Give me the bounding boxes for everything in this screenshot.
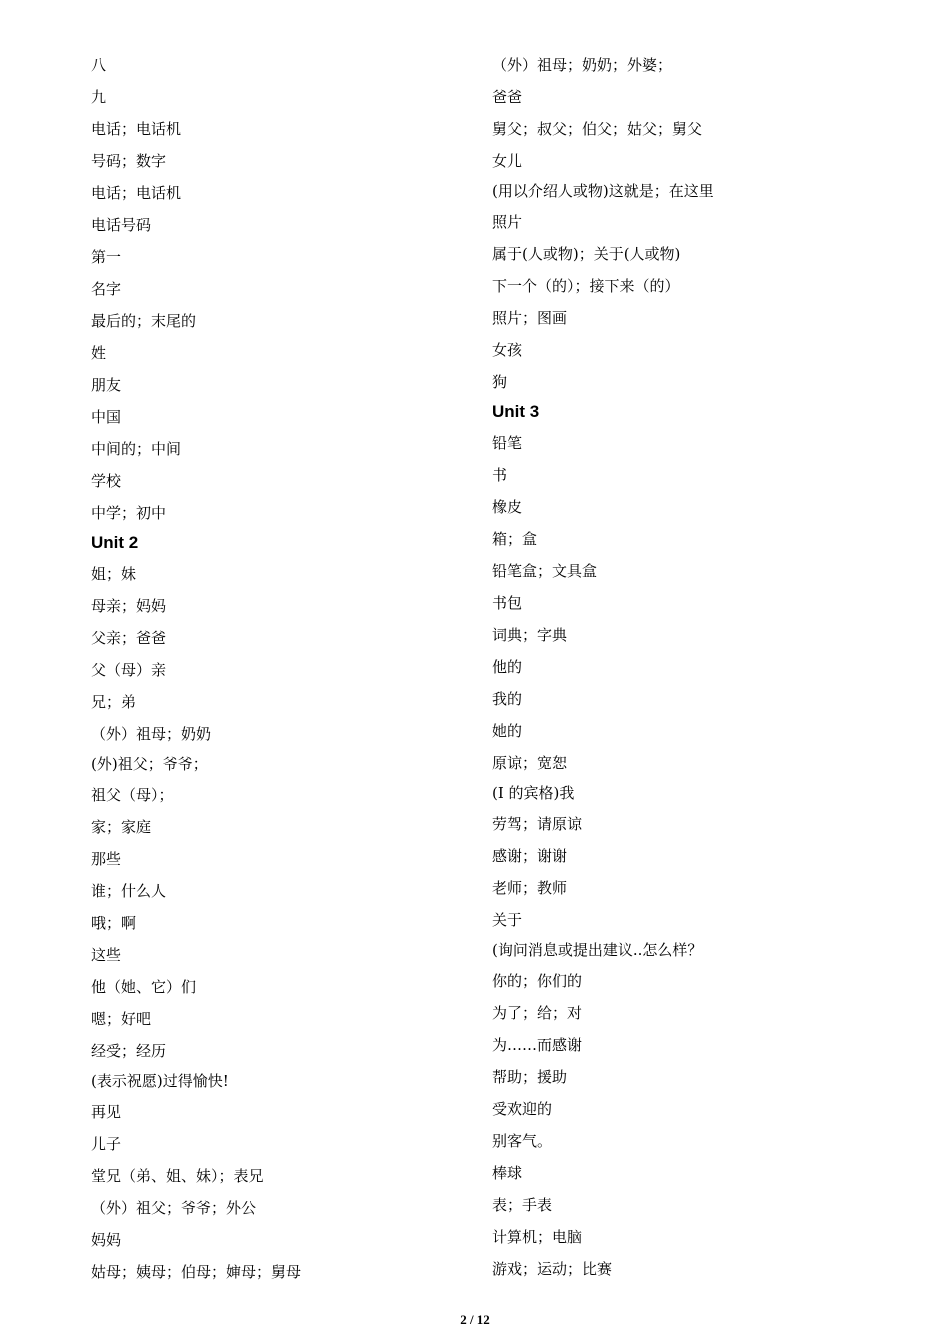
vocab-entry: 帮助；援助 [492, 1068, 568, 1086]
vocab-entry: 朋友 [91, 376, 122, 394]
vocab-entry: 儿子 [91, 1135, 122, 1153]
vocab-entry: 最后的；末尾的 [91, 312, 197, 330]
vocab-entry: 中学；初中 [91, 504, 167, 522]
vocab-entry: 姓 [91, 344, 107, 362]
vocab-entry: (用以介绍人或物)这就是；在这里 [492, 182, 714, 200]
vocab-entry: 这些 [91, 946, 122, 964]
vocab-entry: 舅父；叔父；伯父；姑父；舅父 [492, 120, 703, 138]
vocab-entry: （外）祖父；爷爷；外公 [91, 1199, 257, 1217]
unit-heading: Unit 2 [91, 533, 139, 552]
vocab-entry: 电话；电话机 [91, 184, 182, 202]
vocab-entry: 堂兄（弟、姐、妹）；表兄 [91, 1167, 264, 1185]
vocab-entry: 九 [91, 88, 107, 106]
vocab-entry: 学校 [91, 472, 122, 490]
vocab-entry: 兄；弟 [91, 693, 137, 711]
vocab-entry: 书 [492, 466, 508, 484]
vocab-entry: 棒球 [492, 1164, 523, 1182]
vocab-entry: 狗 [492, 373, 508, 391]
vocab-entry: 电话；电话机 [91, 120, 182, 138]
vocab-entry: 计算机；电脑 [492, 1228, 583, 1246]
unit-heading: Unit 3 [492, 402, 540, 421]
vocab-entry: (表示祝愿)过得愉快! [91, 1072, 229, 1090]
vocab-entry: 我的 [492, 690, 523, 708]
vocab-entry: （外）祖母；奶奶 [91, 725, 212, 743]
vocab-entry: 原谅；宽恕 [492, 754, 568, 772]
vocab-entry: 属于(人或物)；关于(人或物) [492, 245, 681, 263]
vocab-entry: 女儿 [492, 152, 523, 170]
vocab-entry: 他（她、它）们 [91, 978, 197, 996]
vocab-entry: （外）祖母；奶奶；外婆； [492, 56, 673, 74]
vocab-entry: 游戏；运动；比赛 [492, 1260, 613, 1278]
vocab-entry: 家；家庭 [91, 818, 152, 836]
vocab-entry: 女孩 [492, 341, 523, 359]
vocab-entry: 词典；字典 [492, 626, 568, 644]
vocab-entry: 她的 [492, 722, 523, 740]
vocab-entry: 感谢；谢谢 [492, 847, 568, 865]
vocab-entry: 为……而感谢 [492, 1036, 583, 1054]
vocab-entry: 父亲；爸爸 [91, 629, 167, 647]
vocab-entry: 爸爸 [492, 88, 523, 106]
vocab-entry: 照片；图画 [492, 309, 568, 327]
vocab-entry: 祖父（母）； [91, 786, 174, 804]
vocab-entry: 箱；盒 [492, 530, 538, 548]
vocab-entry: 父（母）亲 [91, 661, 167, 679]
vocab-entry: 电话号码 [91, 216, 152, 234]
vocab-entry: (I 的宾格)我 [492, 784, 575, 802]
vocab-entry: 为了；给；对 [492, 1004, 583, 1022]
vocab-entry: 铅笔盒；文具盒 [492, 562, 598, 580]
vocab-entry: 名字 [91, 280, 122, 298]
right-column [492, 51, 714, 1287]
vocab-entry: 八 [91, 56, 107, 74]
vocab-entry: 中国 [91, 408, 122, 426]
vocab-entry: 第一 [91, 248, 122, 266]
vocab-entry: 劳驾；请原谅 [492, 815, 583, 833]
vocab-entry: 照片 [492, 213, 523, 231]
vocab-entry: 姐；妹 [91, 565, 137, 583]
vocab-entry: 妈妈 [91, 1231, 122, 1249]
page-number: 2 / 12 [460, 1312, 490, 1327]
vocab-entry: 关于 [492, 911, 523, 929]
vocab-entry: 别客气。 [492, 1132, 553, 1150]
vocab-entry: 书包 [492, 594, 523, 612]
vocab-entry: 你的；你们的 [492, 972, 583, 990]
vocab-entry: 那些 [91, 850, 122, 868]
vocab-entry: 母亲；妈妈 [91, 597, 167, 615]
vocab-entry: 哦；啊 [91, 914, 137, 932]
vocab-entry: 下一个（的）；接下来（的） [492, 277, 680, 295]
vocab-entry: 谁；什么人 [91, 882, 167, 900]
vocab-entry: 铅笔 [492, 434, 523, 452]
vocab-entry: 中间的；中间 [91, 440, 182, 458]
vocab-entry: 姑母；姨母；伯母；婶母；舅母 [91, 1263, 302, 1281]
vocab-entry: 受欢迎的 [492, 1100, 553, 1118]
vocab-entry: 表；手表 [492, 1196, 553, 1214]
vocab-entry: 嗯；好吧 [91, 1010, 152, 1028]
vocab-entry: 再见 [91, 1103, 122, 1121]
vocab-entry: 橡皮 [492, 498, 523, 516]
vocab-entry: (询问消息或提出建议..怎么样？ [492, 941, 703, 959]
vocab-entry: 老师；教师 [492, 879, 568, 897]
left-column [91, 51, 301, 1290]
vocab-entry: 号码；数字 [91, 152, 167, 170]
vocab-entry: 他的 [492, 658, 523, 676]
vocab-entry: 经受；经历 [91, 1042, 167, 1060]
vocab-entry: (外)祖父；爷爷； [91, 755, 208, 773]
